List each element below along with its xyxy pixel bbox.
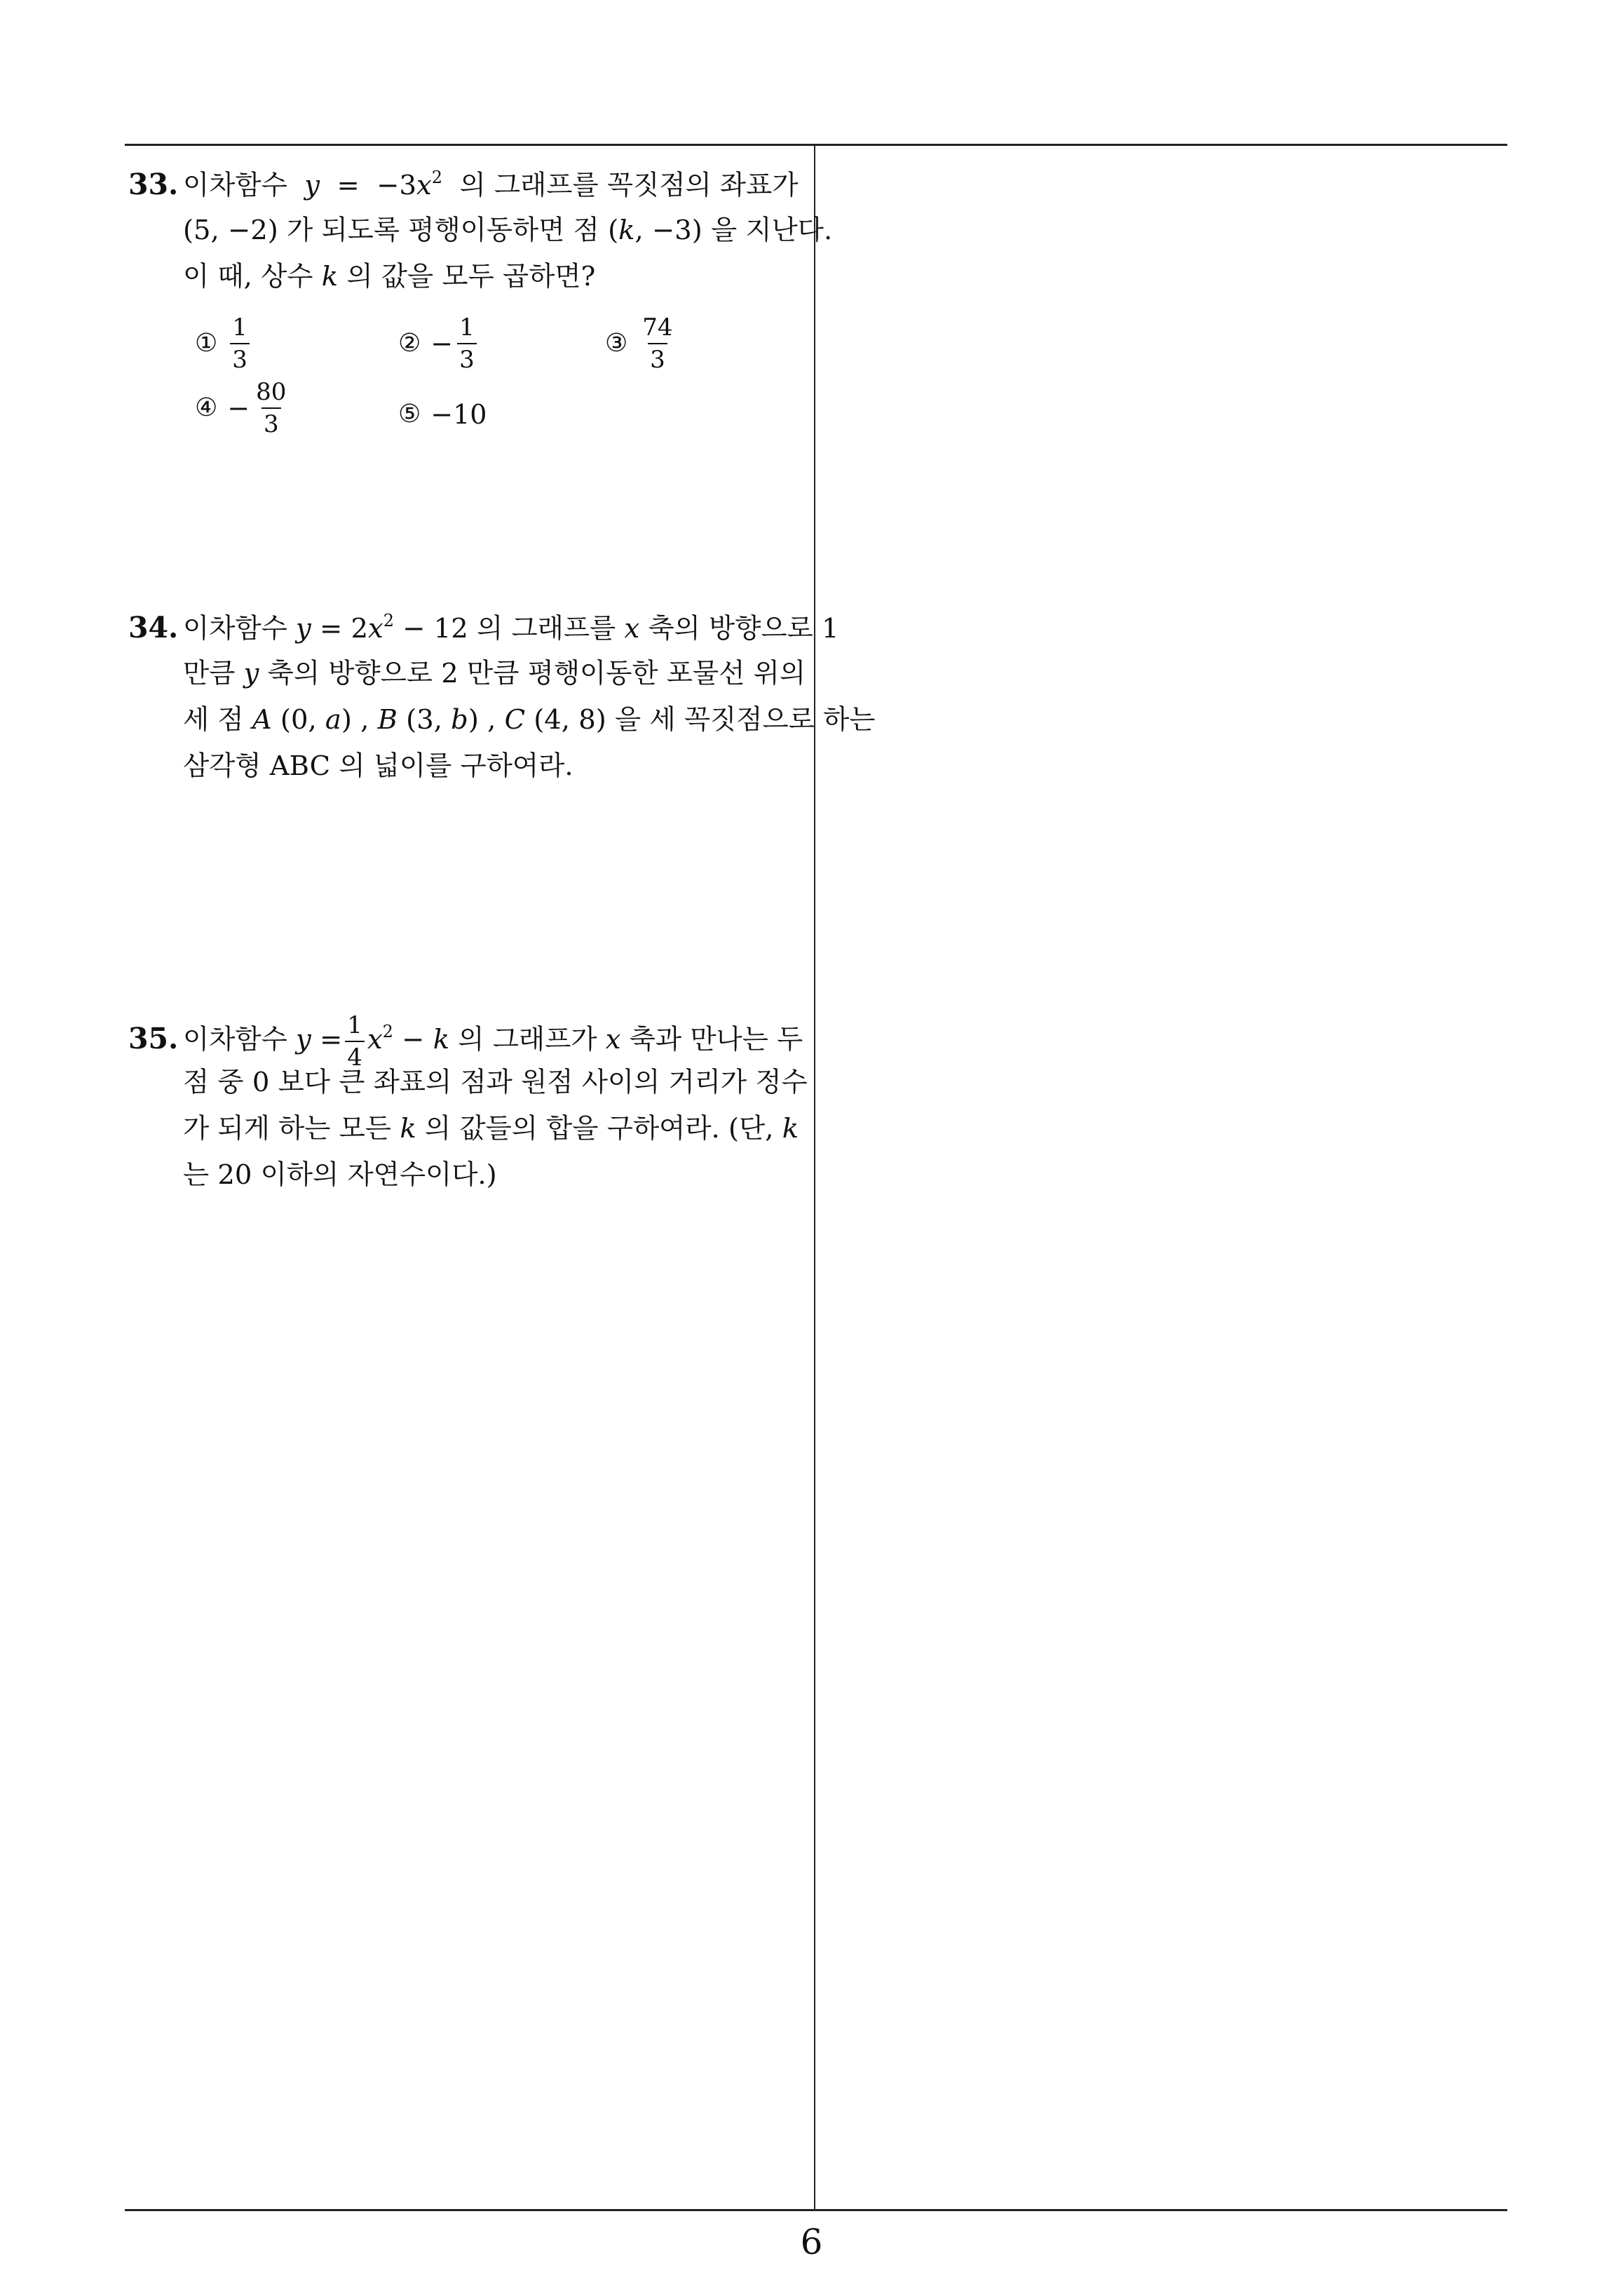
problem-33-line-3: 이 때, 상수 k 의 값을 모두 곱하면? [183, 261, 596, 292]
equation: $y = -3x^2$ [304, 168, 443, 201]
points: A (0, a) , B (3, b) , C (4, 8) [252, 704, 606, 736]
problem-34-line-2: 만큼 y 축의 방향으로 2 만큼 평행이동한 포물선 위의 [183, 658, 806, 689]
problem-34-line-3: 세 점 A (0, a) , B (3, b) , C (4, 8) 을 세 꼭짓점으로 하는 [183, 704, 876, 736]
problem-33-line-2: (5, −2) 가 되도록 평행이동하면 점 (k, −3) 을 지난다. [183, 215, 833, 246]
choice-3[interactable]: ③ $\frac{74}{3}$ [605, 313, 673, 374]
equation: $y = 2x^2 - 12$ [296, 611, 468, 644]
problem-35-line-2: 점 중 0 보다 큰 좌표의 점과 원점 사이의 거리가 정수 [183, 1067, 808, 1098]
problem-number: 35. [128, 1022, 179, 1055]
problem-34 [128, 605, 876, 790]
top-rule [125, 144, 1507, 146]
page-number: 6 [800, 2222, 823, 2262]
problem-35-line-3: 가 되게 하는 모든 k 의 값들의 합을 구하여라. (단, k [183, 1113, 799, 1144]
problem-35-line-4: 는 20 이하의 자연수이다.) [183, 1159, 497, 1191]
point-coordinate: (k, −3) [608, 215, 702, 246]
answer-choices [128, 313, 812, 442]
problem-34-line-1: 34. 이차함수 $y = 2x^2 - 12$ 의 그래프를 x 축의 방향으로 1 [128, 605, 812, 651]
problem-33-line-1: 33. 이차함수 $y = -3x^2$ 의 그래프를 꼭짓점의 좌표가 [128, 161, 812, 208]
bottom-rule [125, 2209, 1507, 2211]
choice-1[interactable]: ① $\frac{1}{3}$ [195, 316, 252, 372]
problem-number: 33. [128, 168, 179, 201]
problem-33 [128, 161, 833, 442]
column-divider [814, 144, 815, 2210]
choice-5[interactable]: ⑤ −10 [398, 399, 487, 430]
choice-2[interactable]: ② − $\frac{1}{3}$ [398, 316, 480, 372]
problem-35-line-1: 35. 이차함수 y = $\frac{1}{4}$ $x^2 - k$ 의 그래프가 x 축과 만나는 두 [128, 1011, 803, 1072]
problem-number: 34. [128, 611, 179, 644]
equation: y = $\frac{1}{4}$ $x^2 - k$ [296, 1011, 450, 1072]
problem-35 [128, 1013, 812, 1198]
vertex-coordinate: (5, −2) [183, 215, 278, 246]
problem-34-line-4: 삼각형 ABC 의 넓이를 구하여라. [183, 750, 573, 782]
choice-4[interactable]: ④ − $\frac{80}{3}$ [195, 378, 287, 438]
